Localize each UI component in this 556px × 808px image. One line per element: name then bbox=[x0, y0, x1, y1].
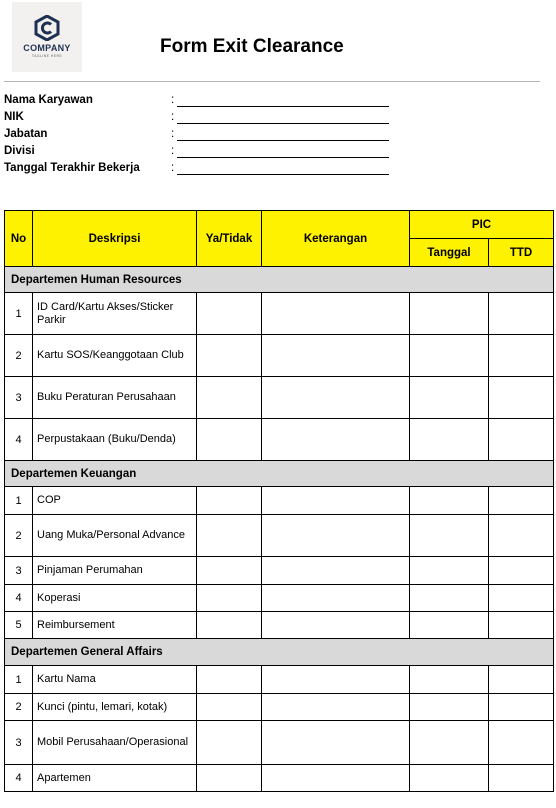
row-no: 1 bbox=[5, 666, 33, 694]
cell-tanggal[interactable] bbox=[410, 585, 489, 612]
row-no: 4 bbox=[5, 765, 33, 792]
row-no: 2 bbox=[5, 694, 33, 721]
row-description: Uang Muka/Personal Advance bbox=[33, 515, 197, 557]
field-colon: : bbox=[171, 111, 175, 123]
cell-keterangan[interactable] bbox=[262, 377, 410, 419]
clearance-table bbox=[4, 210, 554, 792]
field-colon: : bbox=[171, 162, 175, 174]
cell-keterangan[interactable] bbox=[262, 612, 410, 639]
table-row bbox=[5, 419, 554, 461]
row-no: 1 bbox=[5, 293, 33, 335]
cell-keterangan[interactable] bbox=[262, 515, 410, 557]
cell-ya-tidak[interactable] bbox=[197, 557, 262, 585]
table-row bbox=[5, 721, 554, 765]
row-description: ID Card/Kartu Akses/Sticker Parkir bbox=[33, 293, 197, 335]
header-pic: PIC bbox=[410, 211, 554, 239]
cell-tanggal[interactable] bbox=[410, 419, 489, 461]
company-logo-mark-icon bbox=[34, 15, 60, 41]
row-no: 5 bbox=[5, 612, 33, 639]
row-description: COP bbox=[33, 487, 197, 515]
cell-tanggal[interactable] bbox=[410, 557, 489, 585]
field-input-line[interactable] bbox=[177, 140, 389, 141]
table-row bbox=[5, 335, 554, 377]
cell-ya-tidak[interactable] bbox=[197, 515, 262, 557]
cell-ya-tidak[interactable] bbox=[197, 612, 262, 639]
row-description: Pinjaman Perumahan bbox=[33, 557, 197, 585]
table-row bbox=[5, 293, 554, 335]
cell-tanggal[interactable] bbox=[410, 515, 489, 557]
form-title: Form Exit Clearance bbox=[160, 36, 344, 57]
row-no: 1 bbox=[5, 487, 33, 515]
cell-ya-tidak[interactable] bbox=[197, 666, 262, 694]
cell-keterangan[interactable] bbox=[262, 487, 410, 515]
row-no: 3 bbox=[5, 557, 33, 585]
cell-ttd[interactable] bbox=[489, 585, 554, 612]
cell-tanggal[interactable] bbox=[410, 377, 489, 419]
cell-tanggal[interactable] bbox=[410, 694, 489, 721]
header-deskripsi: Deskripsi bbox=[33, 211, 197, 267]
row-no: 4 bbox=[5, 585, 33, 612]
row-description: Mobil Perusahaan/Operasional bbox=[33, 721, 197, 765]
field-label: NIK bbox=[4, 111, 24, 123]
cell-ttd[interactable] bbox=[489, 694, 554, 721]
header-keterangan: Keterangan bbox=[262, 211, 410, 267]
row-description: Kunci (pintu, lemari, kotak) bbox=[33, 694, 197, 721]
table-row bbox=[5, 377, 554, 419]
cell-ya-tidak[interactable] bbox=[197, 293, 262, 335]
header-tanggal: Tanggal bbox=[410, 239, 489, 267]
row-description: Apartemen bbox=[33, 765, 197, 792]
cell-keterangan[interactable] bbox=[262, 666, 410, 694]
cell-ttd[interactable] bbox=[489, 612, 554, 639]
field-input-line[interactable] bbox=[177, 106, 389, 107]
cell-keterangan[interactable] bbox=[262, 419, 410, 461]
cell-ya-tidak[interactable] bbox=[197, 721, 262, 765]
cell-ya-tidak[interactable] bbox=[197, 419, 262, 461]
field-colon: : bbox=[171, 128, 175, 140]
company-logo-name: COMPANY bbox=[23, 43, 71, 53]
cell-keterangan[interactable] bbox=[262, 585, 410, 612]
cell-tanggal[interactable] bbox=[410, 765, 489, 792]
cell-keterangan[interactable] bbox=[262, 721, 410, 765]
section-title: Departemen General Affairs bbox=[5, 639, 554, 666]
company-logo-tagline: TAGLINE HERE bbox=[31, 54, 63, 58]
cell-keterangan[interactable] bbox=[262, 694, 410, 721]
row-no: 3 bbox=[5, 377, 33, 419]
cell-tanggal[interactable] bbox=[410, 487, 489, 515]
cell-tanggal[interactable] bbox=[410, 666, 489, 694]
cell-tanggal[interactable] bbox=[410, 612, 489, 639]
field-label: Nama Karyawan bbox=[4, 94, 93, 106]
table-row bbox=[5, 557, 554, 585]
section-title: Departemen Human Resources bbox=[5, 267, 554, 293]
field-input-line[interactable] bbox=[177, 157, 389, 158]
field-label: Divisi bbox=[4, 145, 35, 157]
cell-tanggal[interactable] bbox=[410, 293, 489, 335]
section-title: Departemen Keuangan bbox=[5, 461, 554, 487]
table-row bbox=[5, 765, 554, 792]
cell-ttd[interactable] bbox=[489, 419, 554, 461]
cell-ttd[interactable] bbox=[489, 721, 554, 765]
table-row bbox=[5, 585, 554, 612]
cell-keterangan[interactable] bbox=[262, 765, 410, 792]
row-no: 3 bbox=[5, 721, 33, 765]
table-row bbox=[5, 612, 554, 639]
company-logo bbox=[12, 2, 82, 72]
row-description: Koperasi bbox=[33, 585, 197, 612]
cell-ttd[interactable] bbox=[489, 765, 554, 792]
row-no: 2 bbox=[5, 335, 33, 377]
header-ya-tidak: Ya/Tidak bbox=[197, 211, 262, 267]
cell-ttd[interactable] bbox=[489, 557, 554, 585]
cell-ya-tidak[interactable] bbox=[197, 765, 262, 792]
cell-keterangan[interactable] bbox=[262, 335, 410, 377]
field-label: Jabatan bbox=[4, 128, 48, 140]
cell-keterangan[interactable] bbox=[262, 557, 410, 585]
title-divider bbox=[4, 81, 540, 82]
row-no: 2 bbox=[5, 515, 33, 557]
cell-ttd[interactable] bbox=[489, 487, 554, 515]
cell-tanggal[interactable] bbox=[410, 721, 489, 765]
cell-ttd[interactable] bbox=[489, 293, 554, 335]
cell-ttd[interactable] bbox=[489, 666, 554, 694]
cell-ttd[interactable] bbox=[489, 377, 554, 419]
cell-ya-tidak[interactable] bbox=[197, 487, 262, 515]
cell-tanggal[interactable] bbox=[410, 335, 489, 377]
row-description: Buku Peraturan Perusahaan bbox=[33, 377, 197, 419]
field-input-line[interactable] bbox=[177, 123, 389, 124]
row-description: Reimbursement bbox=[33, 612, 197, 639]
table-row bbox=[5, 487, 554, 515]
row-description: Perpustakaan (Buku/Denda) bbox=[33, 419, 197, 461]
field-colon: : bbox=[171, 145, 175, 157]
field-colon: : bbox=[171, 94, 175, 106]
table-row bbox=[5, 515, 554, 557]
cell-keterangan[interactable] bbox=[262, 293, 410, 335]
header-no: No bbox=[5, 211, 33, 267]
table-row bbox=[5, 694, 554, 721]
cell-ya-tidak[interactable] bbox=[197, 694, 262, 721]
table-row bbox=[5, 666, 554, 694]
field-label: Tanggal Terakhir Bekerja bbox=[4, 162, 140, 174]
cell-ya-tidak[interactable] bbox=[197, 585, 262, 612]
row-description: Kartu Nama bbox=[33, 666, 197, 694]
cell-ttd[interactable] bbox=[489, 335, 554, 377]
cell-ya-tidak[interactable] bbox=[197, 335, 262, 377]
cell-ttd[interactable] bbox=[489, 515, 554, 557]
row-no: 4 bbox=[5, 419, 33, 461]
field-input-line[interactable] bbox=[177, 174, 389, 175]
cell-ya-tidak[interactable] bbox=[197, 377, 262, 419]
header-ttd: TTD bbox=[489, 239, 554, 267]
row-description: Kartu SOS/Keanggotaan Club bbox=[33, 335, 197, 377]
